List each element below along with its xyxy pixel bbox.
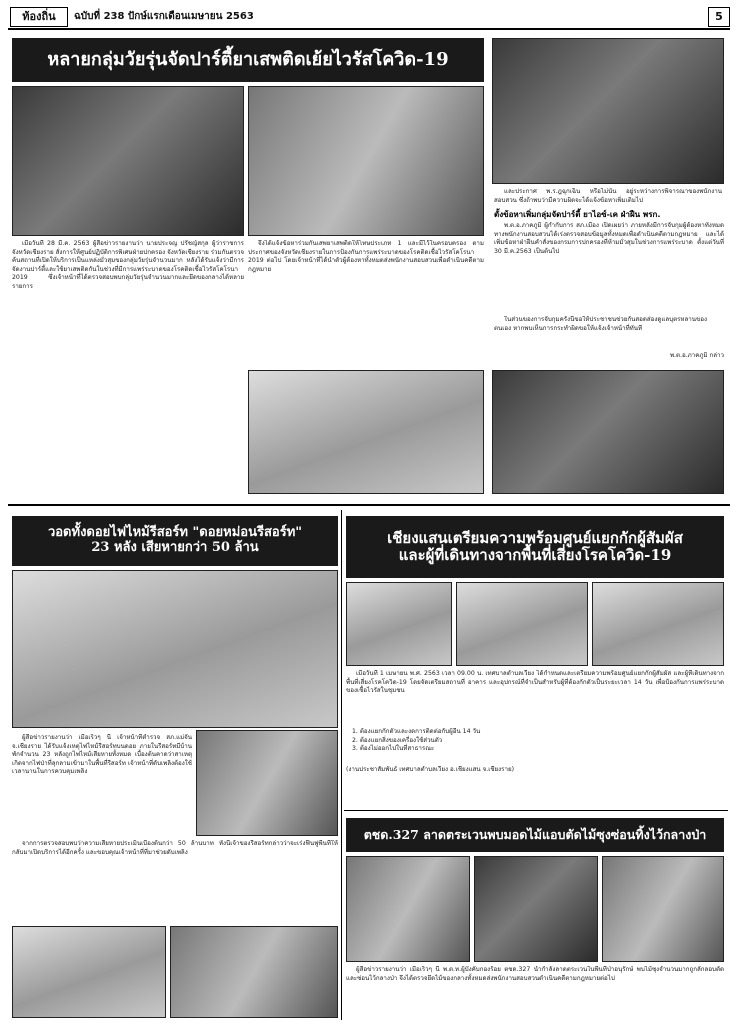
story3-headline-line2: และผู้ที่เดินทางจากพื้นที่เสี่ยงโรคโควิด-19: [398, 546, 672, 564]
story1-headline: หลายกลุ่มวัยรุ่นจัดปาร์ตี้ยาเสพติดเย้ยไวรัสโควิด-19: [12, 38, 484, 82]
story4-headline: ตชด.327 ลาดตระเวนพบมอดไม้แอบตัดไม้ซุงซ่อนทิ้งไว้กลางป่า: [346, 818, 724, 852]
story4-photo-1: [346, 856, 470, 962]
story3-photo-3: [592, 582, 724, 666]
story1-photo-4: [248, 370, 484, 494]
page-number: 5: [708, 7, 730, 27]
masthead-rule: [8, 28, 730, 30]
story3-list: [352, 728, 724, 762]
story3-photo-1: [346, 582, 452, 666]
story3-headline-line1: เชียงแสนเตรียมความพร้อมศูนย์แยกกักผู้สัมผัส: [387, 528, 683, 547]
story1-col3: พ.ต.อ.ภาคภูมิ ผู้กำกับการ สภ.เมือง เปิดเผยว่า ภายหลังมีการจับกุมผู้ต้องหาทั้งหมด ทางพนักงานสอบสวนได้เร่งตรวจสอบข้อมูลทั้งหมดเพื่อดำเนินคดีตามกฎหมาย และได้เพิ่มข้อหาฝ่าฝืนคำสั่งของกรมการปกครองที่ห้ามมั่วสุมในช่วงการแพร่ระบาด ตั้งแต่วันที่ 30 มี.ค.2563 เป็นต้นไป: [494, 222, 724, 255]
story2-headline-line2: 23 หลัง เสียหายกว่า 50 ล้าน: [91, 540, 259, 555]
masthead-logo: ท้องถิ่น: [10, 7, 68, 27]
story1-photo-3: [492, 38, 724, 184]
section-rule-2: [344, 810, 728, 811]
story3-list-item: 1. ต้องแยกกักตัวและงดการติดต่อกับผู้อื่น 14 วัน: [352, 728, 481, 735]
story3-list-item: 2. ต้องแยกสิ่งของเครื่องใช้ส่วนตัว: [352, 736, 443, 744]
story1-photo-2: [248, 86, 484, 236]
story3-headline: [346, 516, 724, 578]
story2-photo-2: [196, 730, 338, 836]
issue-info: ฉบับที่ 238 ปักษ์แรกเดือนเมษายน 2563: [74, 11, 254, 22]
story4-body: ผู้สื่อข่าวรายงานว่า เมื่อเร็วๆ นี้ พ.ต.ท.ผู้บังคับกองร้อย ตชด.327 นำกำลังลาดตระเวนในพื้นที่ป่าอนุรักษ์ พบไม้ซุงจำนวนมากถูกลักลอบตัดและซ่อนไว้กลางป่า จึงได้ตรวจยึดไม้ของกลางทั้งหมดส่งพนักงานสอบสวนดำเนินคดีตามกฎหมายต่อไป: [346, 966, 724, 982]
story1-subhead: ตั้งข้อหาเพิ่มกลุ่มจัดปาร์ตี้ ยาไอซ์-เค ฝ่าฝืน พรก.: [494, 210, 661, 219]
story1-photo-caption: และประกาศ พ.ร.ฎฉุกเฉิน หรือไม่นั้น อยู่ระหว่างการพิจารณาของพนักงานสอบสวน ซึ่งถ้าพบว่ามีความผิดจะได้แจ้งข้อหาเพิ่มเติมไป: [494, 188, 722, 204]
story2-photo-3: [12, 926, 166, 1018]
story3-body: เมื่อวันที่ 1 เมษายน พ.ศ. 2563 เวลา 09.00 น. เทศบาลตำบลเวียง ได้กำหนดและเตรียมความพร้อมศูนย์แยกกักผู้สัมผัส และผู้ที่เดินทางจากพื้นที่เสี่ยงโรคโควิด-19 โดยจัดเตรียมสถานที่ อาคาร และอุปกรณ์ที่จำเป็นสำหรับผู้ที่ต้องกักตัวเป็นระยะเวลา 14 วัน เพื่อป้องกันการแพร่ระบาดของเชื้อไวรัสในชุมชน: [346, 670, 724, 695]
story1-photo-5: [492, 370, 724, 494]
story1-col1: เมื่อวันที่ 28 มี.ค. 2563 ผู้สื่อข่าวรายงานว่า นายประจญ ปรัชญ์สกุล ผู้ว่าราชการจังหวัดเชียงราย สั่งการให้ศูนย์ปฏิบัติการพิเศษฝ่ายปกครอง จังหวัดเชียงราย ร่วมกันตรวจค้นสถานที่เปิดให้บริการเป็นแหล่งมั่วสุมของกลุ่มวัยรุ่นจำนวนมาก หลังได้รับแจ้งว่ามีการจัดงานปาร์ตี้และใช้ยาเสพติดกันในช่วงที่มีการแพร่ระบาดของโรคติดเชื้อไวรัสโคโรนา 2019 ซึ่งเจ้าหน้าที่ได้ตรวจสอบพบกลุ่มวัยรุ่นจำนวนมากและยึดของกลางได้หลายรายการ: [12, 240, 244, 290]
section-rule-1: [8, 504, 730, 506]
story2-col2: จากการตรวจสอบพบว่าความเสียหายประเมินเบื้องต้นกว่า 50 ล้านบาท ทั้งนี้เจ้าของรีสอร์ทกล่าวว่าจะเร่งฟื้นฟูพื้นที่ให้กลับมาเปิดบริการได้อีกครั้ง และขอบคุณเจ้าหน้าที่ที่มาช่วยดับเพลิง: [12, 840, 338, 856]
story1-byline: พ.ต.อ.ภาคภูมิ กล่าว: [669, 352, 724, 359]
story1-col2: จึงได้แจ้งข้อหาร่วมกันเสพยาเสพติดให้โทษประเภท 1 และมีไว้ในครอบครอง ตามประกาศของจังหวัดเชียงรายในการป้องกันการแพร่ระบาดของโรคติดเชื้อไวรัสโคโรนา 2019 ต่อไป โดยเจ้าหน้าที่ได้นำตัวผู้ต้องหาทั้งหมดส่งพนักงานสอบสวนเพื่อดำเนินคดีตามกฎหมาย: [248, 240, 484, 273]
story2-col1: ผู้สื่อข่าวรายงานว่า เมื่อเร็วๆ นี้ เจ้าหน้าที่ตำรวจ สภ.แม่จัน จ.เชียงราย ได้รับแจ้งเหตุไฟไหม้รีสอร์ทบนดอย ภายในรีสอร์ทมีบ้านพักจำนวน 23 หลังถูกไฟไหม้เสียหายทั้งหมด เบื้องต้นคาดว่าสาเหตุเกิดจากไฟป่าที่ลุกลามเข้ามาในพื้นที่รีสอร์ท เจ้าหน้าที่ดับเพลิงต้องใช้เวลานานในการควบคุมเพลิง: [12, 734, 192, 776]
story4-photo-3: [602, 856, 724, 962]
story2-photo-4: [170, 926, 338, 1018]
story1-quote: ในส่วนของการจับกุมครั้งนี้ขอให้ประชาชนช่วยกันสอดส่องดูแลบุตรหลานของตนเอง หากพบเห็นการกระทำผิดขอให้แจ้งเจ้าหน้าที่ทันที: [494, 316, 707, 332]
story3-footer: (งานประชาสัมพันธ์ เทศบาลตำบลเวียง อ.เชียงแสน จ.เชียงราย): [346, 766, 515, 773]
column-divider: [341, 510, 342, 1020]
story2-headline-line1: วอดทั้งดอยไฟไหม้รีสอร์ท "ดอยหม่อนรีสอร์ท": [47, 525, 303, 541]
story1-photo-1: [12, 86, 244, 236]
story4-photo-2: [474, 856, 598, 962]
story3-list-item: 3. ต้องไม่ออกไปในที่สาธารณะ: [352, 745, 435, 753]
story2-photo-1: [12, 570, 338, 728]
story3-photo-2: [456, 582, 588, 666]
story2-headline: [12, 516, 338, 566]
